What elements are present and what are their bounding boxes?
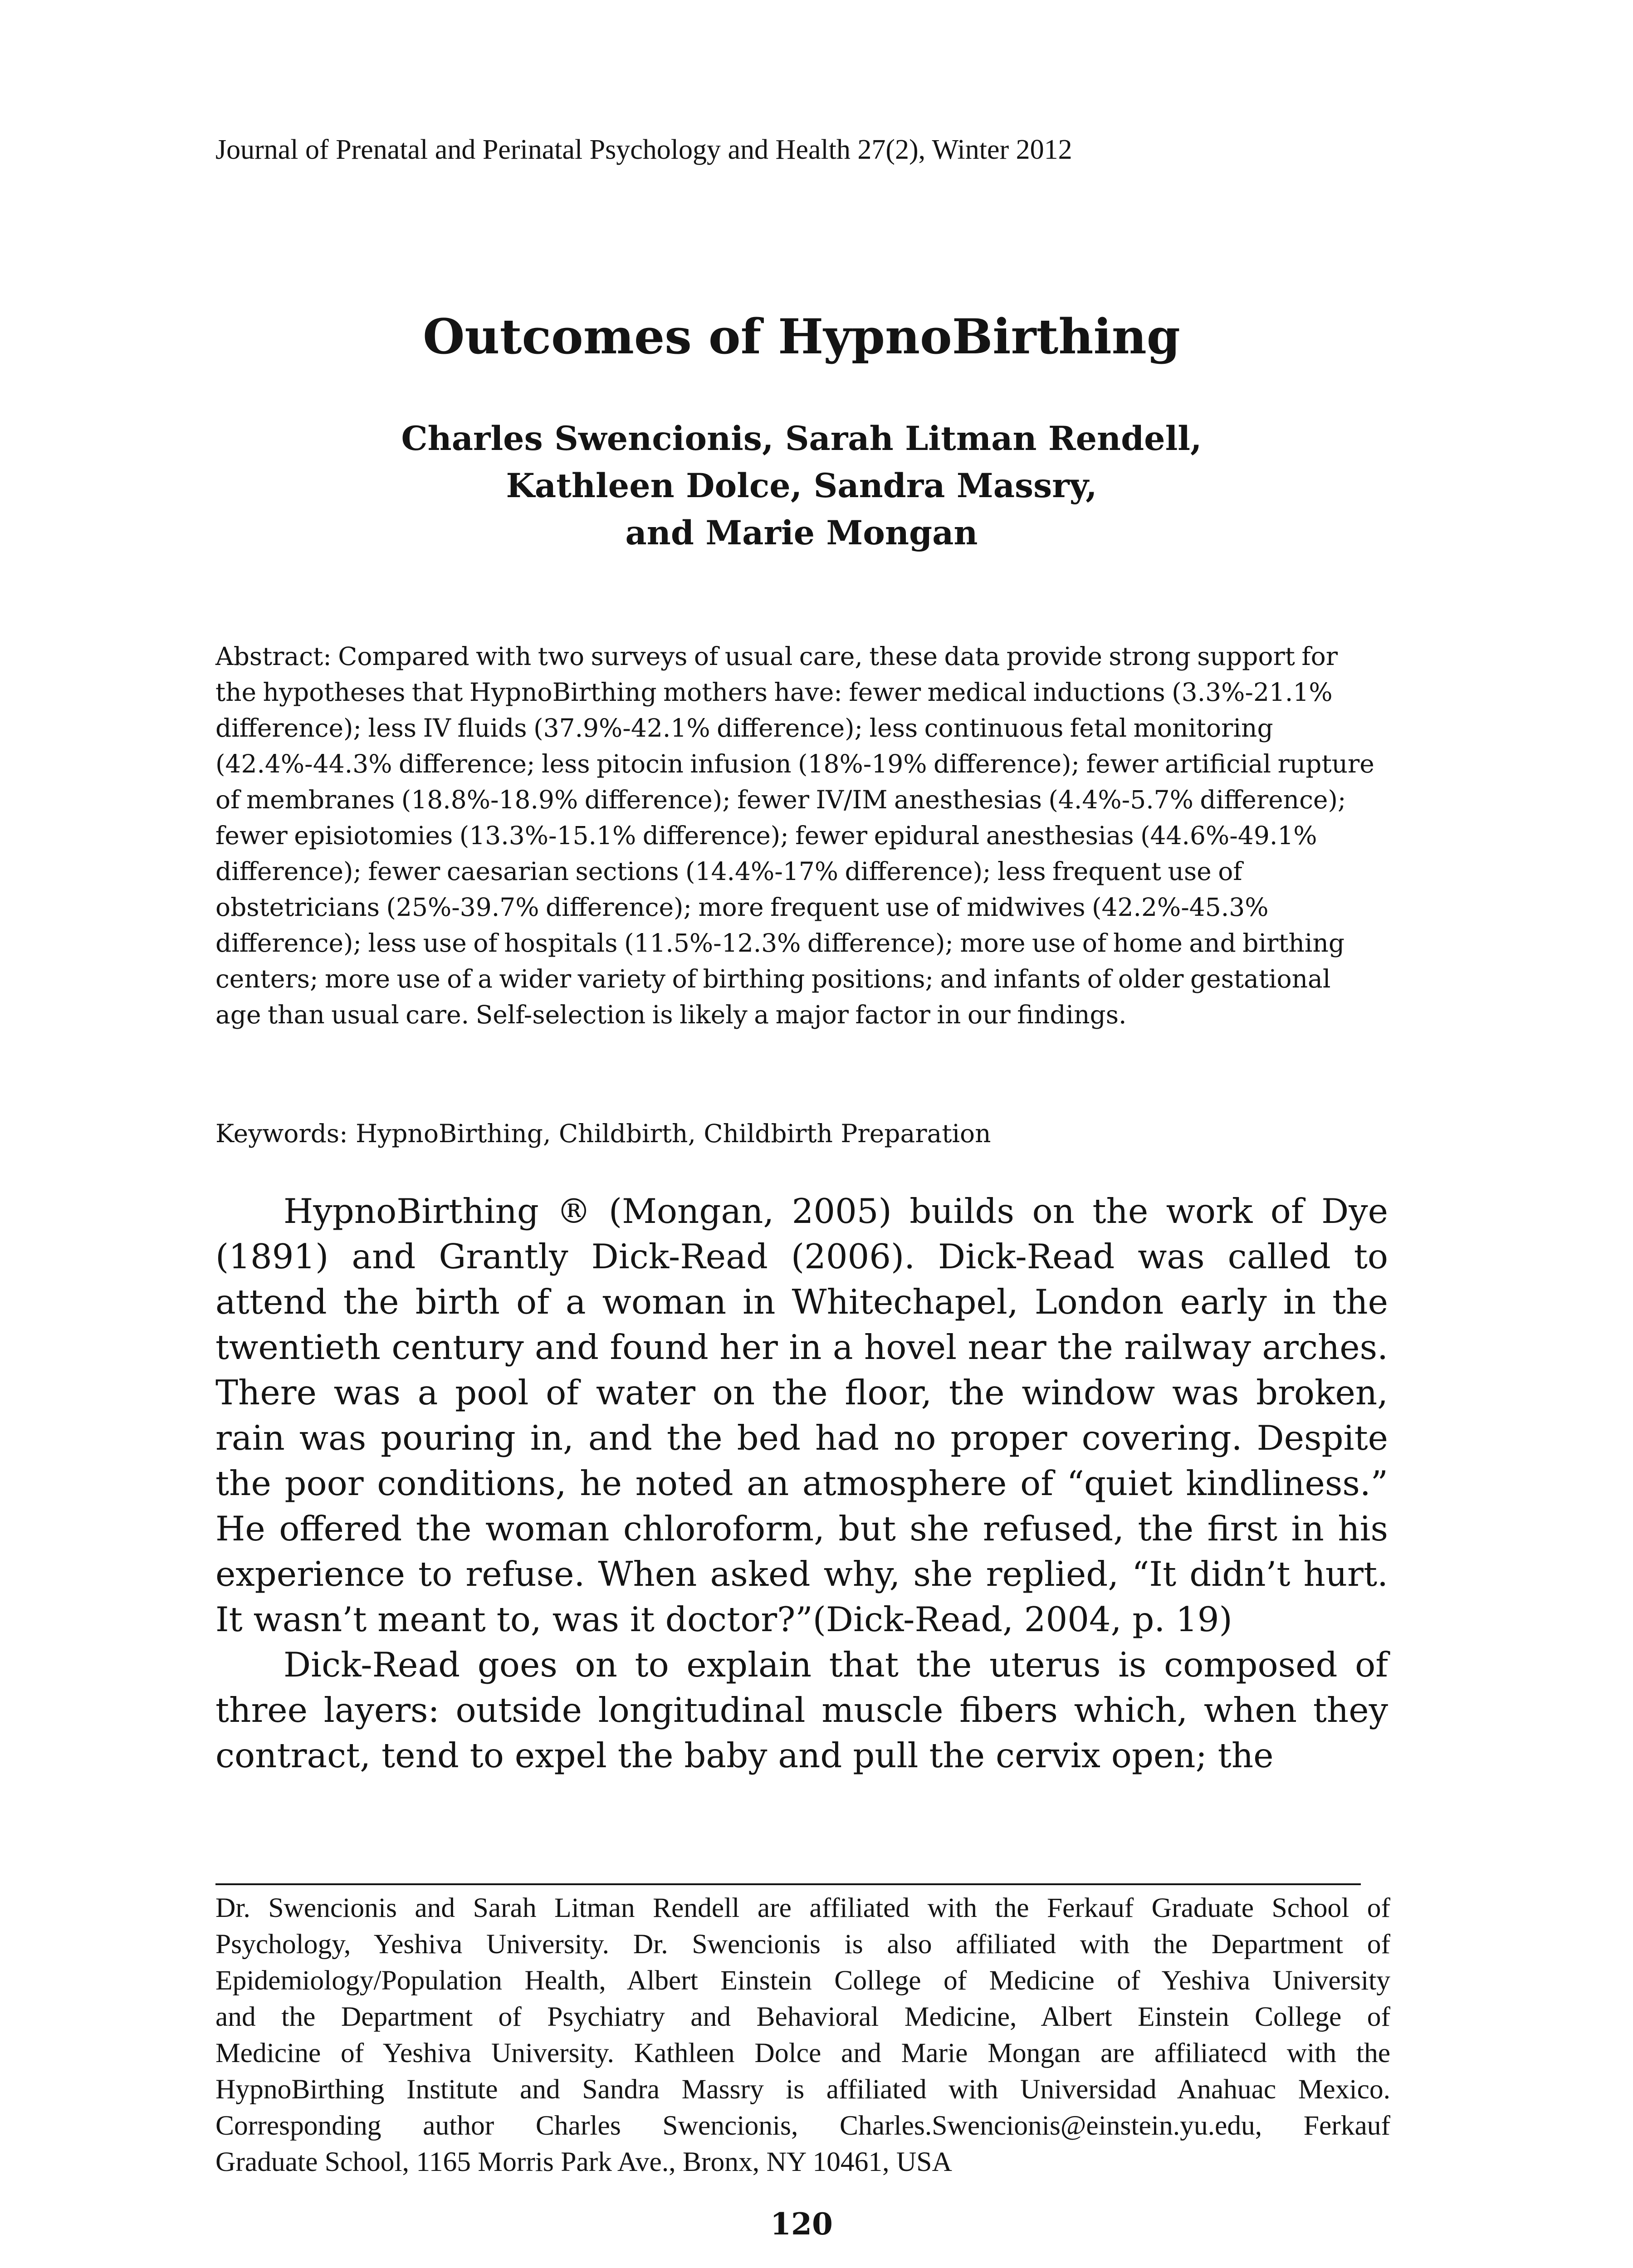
page-number: 120 — [770, 2206, 833, 2242]
author-line: and Marie Mongan — [625, 513, 978, 552]
footnote-line: Dr. Swencionis and Sarah Litman Rendell are affiliated with the Ferkauf Graduate School of — [215, 1892, 1390, 1923]
footnote-line: and the Department of Psychiatry and Behavioral Medicine, Albert Einstein College of — [215, 2001, 1390, 2032]
footnote-line: Graduate School, 1165 Morris Park Ave., Bronx, NY 10461, USA — [215, 2146, 952, 2177]
footnote-line: Medicine of Yeshiva University. Kathleen Dolce and Marie Mongan are affiliatecd with the — [215, 2038, 1390, 2068]
footnote-divider — [215, 1883, 1361, 1885]
footnote-line: Corresponding author Charles Swencionis, Charles.Swencionis@einstein.yu.edu, Ferkauf — [215, 2110, 1390, 2141]
footnote-line: Epidemiology/Population Health, Albert Einstein College of Medicine of Yeshiva University — [215, 1965, 1390, 1996]
body-paragraph: HypnoBirthing ® (Mongan, 2005) builds on the work of Dye (1891) and Grantly Dick-Read (2006). Dick-Read was called to attend the birth of a woman in Whitechapel, London early in the twentieth century and found her in a hovel near the railway arches. There was a pool of water on the floor, the window was broken, rain was pouring in, and the bed had no proper covering. Despite the poor conditions, he noted an atmosphere of “quiet kindliness.” He offered the woman chloroform, but she refused, the first in his experience to refuse. When asked why, she replied, “It didn’t hurt. It wasn’t meant to, was it doctor?”(Dick-Read, 2004, p. 19) — [215, 1191, 1388, 1639]
footnote-line: HypnoBirthing Institute and Sandra Massry is affiliated with Universidad Anahuac Mexico. — [215, 2074, 1390, 2105]
keywords: Keywords: HypnoBirthing, Childbirth, Childbirth Preparation — [215, 1119, 991, 1148]
author-list — [0, 415, 1603, 557]
affiliation-footnote — [215, 1890, 1390, 2180]
author-line: Charles Swencionis, Sarah Litman Rendell, — [401, 419, 1202, 458]
footnote-line: Psychology, Yeshiva University. Dr. Swencionis is also affiliated with the Department of — [215, 1929, 1390, 1960]
author-line: Kathleen Dolce, Sandra Massry, — [506, 466, 1097, 505]
body-paragraph: Dick-Read goes on to explain that the uterus is composed of three layers: outside longitudinal muscle fibers which, when they contract, tend to expel the baby and pull the cervix open; the — [215, 1645, 1388, 1775]
abstract: Abstract: Compared with two surveys of usual care, these data provide strong support for the hypotheses that HypnoBirthing mothers have: fewer medical inductions (3.3%-21.1% difference); less IV fluids (37.9%-42.1% difference); less continuous fetal monitoring (42.4%-44.3% difference; less pitocin infusion (18%-19% difference); fewer artificial rupture of membranes (18.8%-18.9% difference); fewer IV/IM anesthesias (4.4%-5.7% difference); fewer episiotomies (13.3%-15.1% difference); fewer epidural anesthesias (44.6%-49.1% difference); fewer caesarian sections (14.4%-17% difference); less frequent use of obstetricians (25%-39.7% difference); more frequent use of midwives (42.2%-45.3% difference); less use of hospitals (11.5%-12.3% difference); more use of home and birthing centers; more use of a wider variety of birthing positions; and infants of older gestational age than usual care. Self-selection is likely a major factor in our findings. — [215, 642, 1374, 1029]
article-title: Outcomes of HypnoBirthing — [423, 308, 1180, 365]
article-body — [215, 1188, 1388, 1778]
running-header: Journal of Prenatal and Perinatal Psychology and Health 27(2), Winter 2012 — [215, 134, 1072, 165]
